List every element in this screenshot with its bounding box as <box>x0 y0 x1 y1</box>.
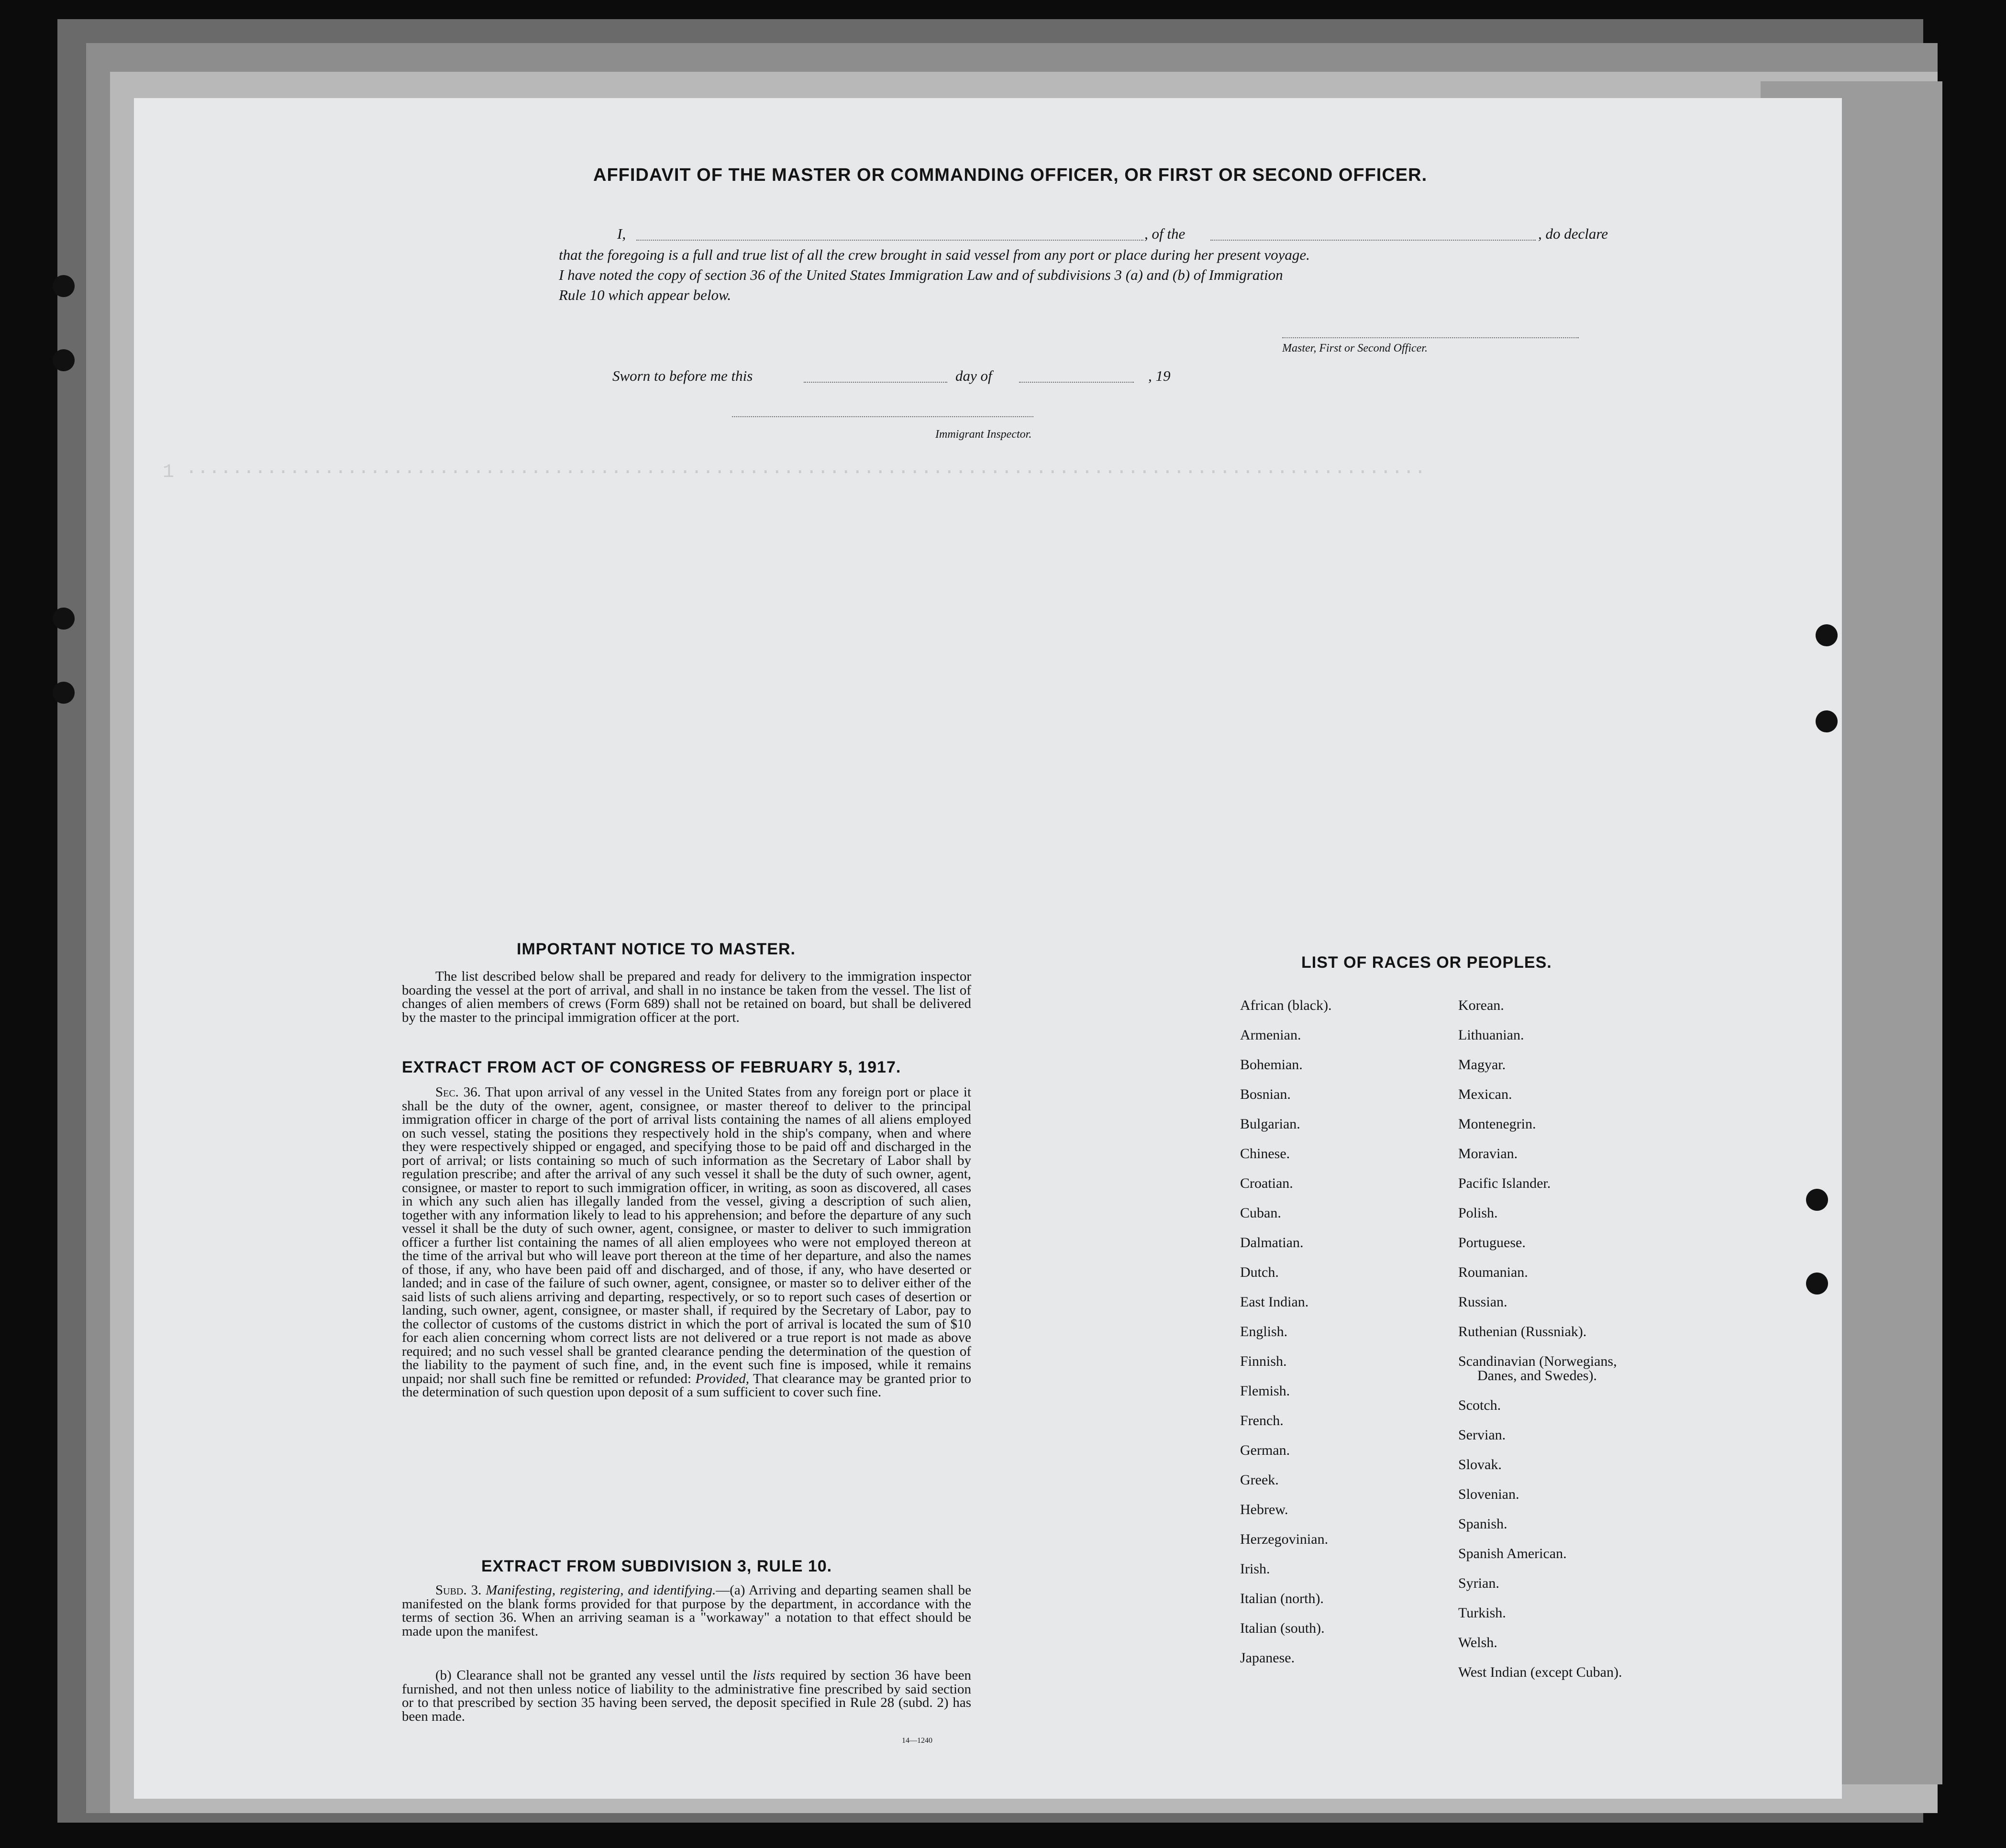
para-b-body: required by section 36 have been furnished, and not then unless notice of liability to the administrative fine prescribed by said section or to that prescribed by section 35 having been served, the deposit specified in Rule 28 (subd. 2) has been made. <box>402 1668 972 1724</box>
race-item: German. <box>1240 1442 1290 1458</box>
punch-hole <box>53 275 75 297</box>
race-item: Scotch. <box>1458 1397 1501 1413</box>
para-b-label: (b) Clearance shall not be granted any vessel until the <box>435 1668 748 1683</box>
races-right-column <box>1458 997 1622 1694</box>
race-item: Italian (north). <box>1240 1591 1324 1606</box>
master-signature-blank[interactable] <box>1282 337 1579 338</box>
rule-para-b <box>402 1669 971 1723</box>
sec-label: Sec. 36. <box>435 1084 481 1100</box>
race-item: Polish. <box>1458 1205 1498 1221</box>
race-item: Finnish. <box>1240 1353 1287 1369</box>
race-item: Armenian. <box>1240 1027 1301 1043</box>
race-item: Korean. <box>1458 997 1504 1013</box>
subd-heading: Manifesting, registering, and identifying. <box>486 1582 716 1598</box>
race-item: Spanish. <box>1458 1516 1507 1532</box>
notice-title: IMPORTANT NOTICE TO MASTER. <box>517 940 796 958</box>
race-item: Italian (south). <box>1240 1620 1325 1636</box>
sec-body: That upon arrival of any vessel in the United States from any foreign port or place it shall be the duty of the owner, agent, consignee, or master thereof to deliver to the principal immigration officer in charge of the port of arrival lists containing the names of all aliens employed on such vessel, stating the positions they respectively hold in the ship's company, when and where they were respectively shipped or engaged, and specifying those to be paid off and discharged in the port of arrival; or lists containing so much of such information as the Secretary of Labor shall by regulation prescribe; and after the arrival of any such vessel it shall be the duty of such owner, agent, consignee, or master to report to such immigration officer, in writing, as soon as discovered, all cases in which any such alien has illegally landed from the vessel, giving a description of such alien, together with any information likely to lead to his apprehension; and before the departure of any such vessel it shall be the duty of such owner, agent, consignee, or master to deliver to such immigration officer a further list containing the names of all alien employees who were not employed thereon at the time of the arrival but who will leave port thereon at the time of her departure, and also the names of those, if any, who have been paid off and discharged, and of those, if any, who have deserted or landed; and in case of the failure of such owner, agent, consignee, or master so to deliver either of the said lists of such aliens arriving and departing, respectively, or so to report such cases of desertion or landing, such owner, agent, consignee, or master shall, if required by the Secretary of Labor, pay to the collector of customs of the customs district in which the port of arrival is located the sum of $10 for each alien concerning whom correct lists are not delivered or a true report is not made as above required; and no such vessel shall be granted clearance pending the determination of the question of the liability to the payment of such fine, and, in the event such fine is imposed, while it remains unpaid; nor shall such fine be remitted or refunded: <box>402 1084 972 1386</box>
race-item: Bohemian. <box>1240 1057 1303 1073</box>
punch-hole <box>1816 624 1838 646</box>
race-item: Spanish American. <box>1458 1546 1567 1561</box>
punch-hole <box>1806 1189 1828 1211</box>
affidavit-i-label: I, <box>617 225 626 242</box>
affidavit-title: AFFIDAVIT OF THE MASTER OR COMMANDING OFFICER, OR FIRST OR SECOND OFFICER. <box>593 165 1428 185</box>
race-item: Dalmatian. <box>1240 1235 1304 1250</box>
race-item: Mexican. <box>1458 1086 1512 1102</box>
race-item: Servian. <box>1458 1427 1506 1443</box>
inspector-signature-label: Immigrant Inspector. <box>935 428 1032 441</box>
race-item: English. <box>1240 1324 1288 1339</box>
month-blank[interactable] <box>1019 382 1134 383</box>
subd-para-a: —(a) Arriving and departing seamen shall be manifested on the blank forms provided for that purpose by the department, in accordance with the terms of section 36. When an arriving seaman is a "workaway" a notation to that effect should be made upon the manifest. <box>402 1582 971 1639</box>
race-item: Slovak. <box>1458 1457 1502 1472</box>
race-item: Russian. <box>1458 1294 1507 1310</box>
name-blank[interactable] <box>636 240 1143 241</box>
race-item: Portuguese. <box>1458 1235 1526 1250</box>
affidavit-line-3: I have noted the copy of section 36 of the United States Immigration Law and of subdivisions 3 (a) and (b) of Immigration <box>559 266 1283 283</box>
race-item: Hebrew. <box>1240 1502 1288 1517</box>
day-of-text: day of <box>955 367 992 384</box>
race-item: Japanese. <box>1240 1650 1295 1666</box>
race-item: Pacific Islander. <box>1458 1175 1551 1191</box>
punch-hole <box>53 682 75 704</box>
document-sheet <box>134 98 1842 1799</box>
extract-rule-title: EXTRACT FROM SUBDIVISION 3, RULE 10. <box>481 1557 832 1575</box>
race-item: Roumanian. <box>1458 1264 1528 1280</box>
race-item: Welsh. <box>1458 1635 1497 1650</box>
race-item: Bosnian. <box>1240 1086 1291 1102</box>
year-text: , 19 <box>1148 367 1171 384</box>
para-b-lists: lists <box>753 1668 776 1683</box>
race-item: West Indian (except Cuban). <box>1458 1664 1622 1680</box>
master-signature-label: Master, First or Second Officer. <box>1282 342 1428 354</box>
extract-act-body <box>402 1085 971 1399</box>
subd-label: Subd. 3. <box>435 1582 482 1598</box>
punch-hole <box>53 349 75 371</box>
race-item: Flemish. <box>1240 1383 1290 1399</box>
race-item: Dutch. <box>1240 1264 1279 1280</box>
inspector-signature-blank[interactable] <box>732 416 1033 417</box>
rule-para-a <box>402 1583 971 1638</box>
extract-act-title: EXTRACT FROM ACT OF CONGRESS OF FEBRUARY 5, 1917. <box>402 1058 901 1076</box>
races-title: LIST OF RACES OR PEOPLES. <box>1301 953 1552 972</box>
race-item: African (black). <box>1240 997 1332 1013</box>
race-item: Ruthenian (Russniak). <box>1458 1324 1587 1339</box>
affidavit-line-2: that the foregoing is a full and true list of all the crew brought in said vessel from any port or place during her present voyage. <box>559 246 1310 263</box>
race-item: Lithuanian. <box>1458 1027 1524 1043</box>
provided-word: Provided, <box>695 1371 749 1386</box>
race-item: Irish. <box>1240 1561 1270 1577</box>
punch-hole <box>1806 1273 1828 1295</box>
punch-hole <box>1816 710 1838 732</box>
affidavit-do-declare: , do declare <box>1538 225 1608 242</box>
race-item: Syrian. <box>1458 1575 1499 1591</box>
race-item: Moravian. <box>1458 1146 1518 1162</box>
punch-hole <box>53 608 75 630</box>
race-item: Croatian. <box>1240 1175 1293 1191</box>
race-item: Montenegrin. <box>1458 1116 1536 1132</box>
bleed-through-row: 1 ············································································································ <box>163 462 1426 483</box>
race-item: Chinese. <box>1240 1146 1290 1162</box>
race-item: Bulgarian. <box>1240 1116 1300 1132</box>
race-item: East Indian. <box>1240 1294 1309 1310</box>
race-item: Turkish. <box>1458 1605 1506 1621</box>
race-item: Slovenian. <box>1458 1486 1519 1502</box>
affidavit-line-4: Rule 10 which appear below. <box>559 287 731 303</box>
form-number: 14—1240 <box>902 1737 932 1745</box>
race-item: Scandinavian (Norwegians, <box>1458 1353 1617 1369</box>
race-item: Magyar. <box>1458 1057 1506 1073</box>
notice-body: The list described below shall be prepared and ready for delivery to the immigration inspector boarding the vessel at the port of arrival, and shall in no instance be taken from the vessel. The list of changes of alien members of crews (Form 689) shall not be retained on board, but shall be delivered by the master to the principal immigration officer at the port. <box>402 969 971 1025</box>
races-left-column <box>1240 997 1332 1680</box>
race-item: Danes, and Swedes). <box>1477 1368 1597 1383</box>
sworn-day-blank[interactable] <box>804 382 947 383</box>
race-item: French. <box>1240 1413 1284 1428</box>
race-item: Cuban. <box>1240 1205 1281 1221</box>
vessel-blank[interactable] <box>1210 240 1536 241</box>
affidavit-of-the: , of the <box>1144 225 1186 242</box>
sec-body-end: That clearance may be granted prior to the determination of such question upon deposit of a sum sufficient to cover such fine. <box>402 1371 971 1400</box>
race-item: Herzegovinian. <box>1240 1531 1329 1547</box>
race-item: Greek. <box>1240 1472 1279 1488</box>
sworn-text: Sworn to before me this <box>612 367 753 384</box>
